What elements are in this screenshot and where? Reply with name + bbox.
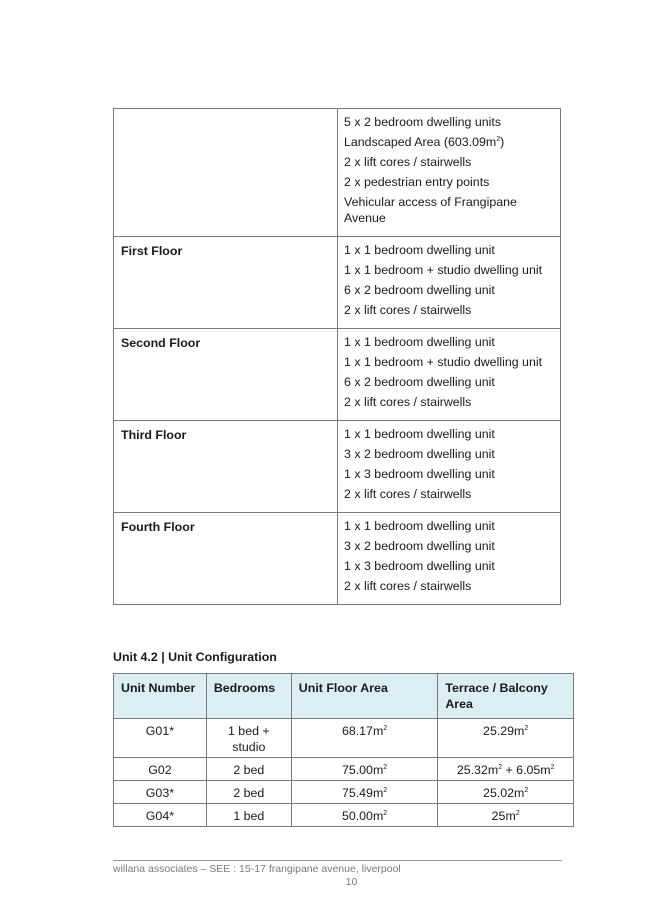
cell-bedrooms: 1 bed + studio	[206, 719, 291, 758]
cell-unit-floor-area	[291, 781, 438, 804]
area-value: 68.17m	[341, 724, 384, 738]
floor-label: First Floor	[114, 237, 338, 329]
floor-item: 2 x lift cores / stairwells	[344, 579, 472, 593]
terrace-value: 25.02m	[483, 786, 525, 800]
floor-items	[338, 237, 561, 329]
page-number: 10	[345, 876, 358, 888]
floor-item: 2 x lift cores / stairwells	[344, 155, 472, 169]
floor-item: 1 x 1 bedroom + studio dwelling unit	[344, 263, 543, 277]
table-row	[114, 781, 574, 804]
floor-item: 1 x 3 bedroom dwelling unit	[344, 559, 495, 573]
cell-unit-number: G03*	[114, 781, 207, 804]
cell-bedrooms: 2 bed	[206, 758, 291, 781]
footer-text: willana associates – SEE : 15-17 frangipane avenue, liverpool	[113, 863, 401, 875]
floor-row	[114, 513, 561, 605]
area-value: 75.49m	[341, 786, 384, 800]
terrace-superscript: 2	[515, 810, 520, 817]
floor-item: 6 x 2 bedroom dwelling unit	[344, 283, 495, 297]
cell-unit-floor-area	[291, 758, 438, 781]
floor-items	[338, 513, 561, 605]
cell-unit-number: G02	[114, 758, 207, 781]
cell-terrace-area	[438, 719, 574, 758]
cell-bedrooms: 1 bed	[206, 804, 291, 827]
unit-configuration-table	[113, 673, 574, 827]
table-row	[114, 758, 574, 781]
terrace-superscript: 2	[550, 764, 555, 771]
terrace-superscript: 2	[524, 787, 529, 794]
floor-items	[338, 421, 561, 513]
item-text-after: )	[500, 135, 505, 149]
header-unit-number: Unit Number	[114, 674, 207, 719]
floor-item: Vehicular access of Frangipane Avenue	[344, 195, 517, 225]
floor-item: 2 x lift cores / stairwells	[344, 487, 472, 501]
floor-item: 3 x 2 bedroom dwelling unit	[344, 539, 495, 553]
cell-terrace-area	[438, 781, 574, 804]
terrace-value: 25.29m	[483, 724, 525, 738]
table-row	[114, 804, 574, 827]
footer-divider	[113, 860, 562, 861]
floor-label	[114, 109, 338, 237]
table-caption: Unit 4.2 | Unit Configuration	[113, 650, 277, 664]
floor-label: Third Floor	[114, 421, 338, 513]
floor-item: 1 x 1 bedroom + studio dwelling unit	[344, 355, 543, 369]
floor-items	[338, 329, 561, 421]
floor-item	[344, 134, 554, 150]
floor-item: 1 x 1 bedroom dwelling unit	[344, 427, 495, 441]
item-text: Landscaped Area (603.09m	[344, 135, 497, 149]
cell-unit-floor-area	[291, 719, 438, 758]
floor-item: 1 x 1 bedroom dwelling unit	[344, 335, 495, 349]
header-terrace-balcony-area: Terrace / Balcony Area	[438, 674, 574, 719]
cell-unit-floor-area	[291, 804, 438, 827]
area-value: 50.00m	[341, 809, 384, 823]
floor-item: 1 x 1 bedroom dwelling unit	[344, 243, 495, 257]
cell-terrace-area	[438, 758, 574, 781]
table-row	[114, 719, 574, 758]
terrace-superscript: 2	[498, 764, 503, 771]
header-unit-floor-area: Unit Floor Area	[291, 674, 438, 719]
floor-item: 2 x lift cores / stairwells	[344, 395, 472, 409]
cell-unit-number: G01*	[114, 719, 207, 758]
terrace-superscript: 2	[524, 725, 529, 732]
floor-items	[338, 109, 561, 237]
floor-item: 1 x 1 bedroom dwelling unit	[344, 519, 495, 533]
table-header-row	[114, 674, 574, 719]
terrace-value: 25m	[491, 809, 516, 823]
area-superscript: 2	[383, 764, 388, 771]
terrace-value: + 6.05m	[502, 763, 551, 777]
area-value: 75.00m	[341, 763, 384, 777]
floor-label: Second Floor	[114, 329, 338, 421]
floor-item: 1 x 3 bedroom dwelling unit	[344, 467, 495, 481]
floor-row	[114, 237, 561, 329]
area-superscript: 2	[383, 810, 388, 817]
floor-item: 3 x 2 bedroom dwelling unit	[344, 447, 495, 461]
item-superscript: 2	[496, 136, 501, 143]
cell-terrace-area	[438, 804, 574, 827]
header-bedrooms: Bedrooms	[206, 674, 291, 719]
floor-label: Fourth Floor	[114, 513, 338, 605]
area-superscript: 2	[383, 787, 388, 794]
floor-item: 2 x lift cores / stairwells	[344, 303, 472, 317]
cell-unit-number: G04*	[114, 804, 207, 827]
area-superscript: 2	[383, 725, 388, 732]
floor-composition-table	[113, 108, 561, 605]
floor-row	[114, 109, 561, 237]
floor-item: 6 x 2 bedroom dwelling unit	[344, 375, 495, 389]
floor-row	[114, 329, 561, 421]
floor-item: 2 x pedestrian entry points	[344, 175, 490, 189]
cell-bedrooms: 2 bed	[206, 781, 291, 804]
floor-row	[114, 421, 561, 513]
floor-item: 5 x 2 bedroom dwelling units	[344, 115, 502, 129]
terrace-value: 25.32m	[456, 763, 499, 777]
